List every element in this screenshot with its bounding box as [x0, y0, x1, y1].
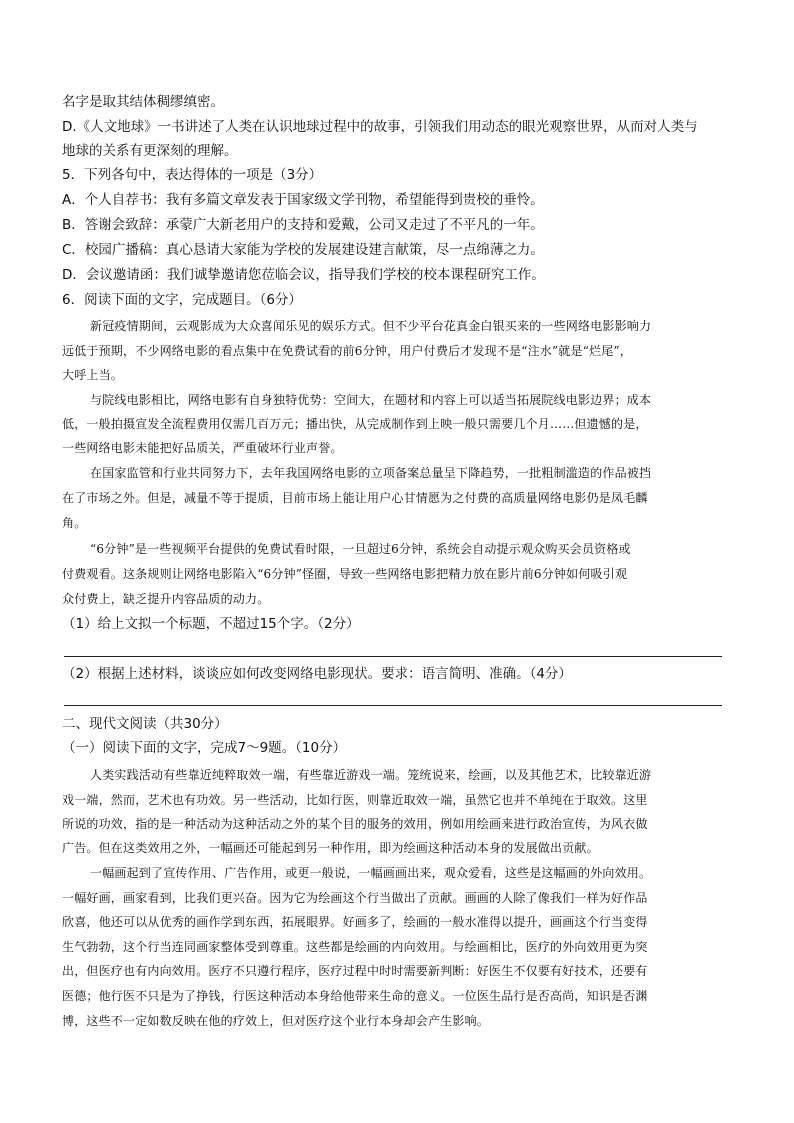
reading-passage-p2-line: 一幅画起到了宣传作用、广告作用，或更一般说，一幅画画出来，观众爱看，这些是这幅画的外向效用。 [90, 866, 652, 880]
option-d-line-2: 地球的关系有更深刻的理解。 [62, 143, 238, 159]
question-5-stem: 5．下列各句中，表达得体的一项是（3分） [62, 167, 323, 183]
question-5-option-c: C．校园广播稿：真心恳请大家能为学校的发展建设建言献策，尽一点绵薄之力。 [62, 242, 544, 258]
q6-subquestion-1: （1）给上文拟一个标题，不超过15个字。（2分） [62, 616, 360, 632]
question-5-option-a: A．个人自荐书：我有多篇文章发表于国家级文学刊物，希望能得到贵校的垂怜。 [62, 192, 544, 208]
question-5-option-d: D．会议邀请函：我们诚挚邀请您莅临会议，指导我们学校的校本课程研究工作。 [62, 267, 545, 283]
q6-passage-p2-line: 一些网络电影未能把好品质关，严重破坏行业声誉。 [62, 441, 343, 455]
answer-line-2[interactable] [64, 705, 722, 706]
option-d-line-1: D.《人文地球》一书讲述了人类在认识地球过程中的故事，引领我们用动态的眼光观察世界，从而对人类与 [62, 119, 698, 135]
q6-passage-p4-line: 付费观看。这条规则让网络电影陷入“6分钟”怪圈，导致一些网络电影把精力放在影片前6分钟如何吸引观 [62, 567, 628, 581]
answer-line-1[interactable] [64, 656, 722, 657]
reading-passage-p2-line: 出，但医疗也有内向效用。医疗不只遵行程序，医疗过程中时时需要新判断：好医生不仅要有好技术，还要有 [62, 964, 648, 978]
question-5-option-b: B．答谢会致辞：承蒙广大新老用户的支持和爱戴，公司又走过了不平凡的一年。 [62, 217, 544, 233]
question-6-stem: 6．阅读下面的文字，完成题目。（6分） [62, 292, 302, 308]
reading-passage-p1-line: 广告。但在这类效用之外，一幅画还可能起到另一种作用，即为绘画这种活动本身的发展做出贡献。 [62, 841, 599, 855]
q6-passage-p3-line: 在国家监管和行业共同努力下，去年我国网络电影的立项备案总量呈下降趋势，一批粗制滥造的作品被挡 [90, 466, 652, 480]
reading-passage-p2-line: 生气勃勃，这个行当连同画家整体受到尊重。这些都是绘画的内向效用。与绘画相比，医疗的外向效用更为突 [62, 940, 648, 954]
reading-passage-p2-line: 博，这些不一定如数反映在他的疗效上，但对医疗这个业行本身却会产生影响。 [62, 1014, 490, 1028]
q6-passage-p1-line: 新冠疫情期间，云观影成为大众喜闻乐见的娱乐方式。但不少平台花真金白银买来的一些网络电影影响力 [90, 319, 652, 333]
reading-passage-p1-line: 戏一端，然而，艺术也有功效。另一些活动，比如行医，则靠近取效一端，虽然它也并不单纯在于取效。这里 [62, 793, 648, 807]
q6-passage-p3-line: 在了市场之外。但是，减量不等于提质，目前市场上能让用户心甘情愿为之付费的高质量网络电影仍是凤毛麟 [62, 491, 648, 505]
q6-passage-p4-line: 众付费上，缺乏提升内容品质的动力。 [62, 592, 270, 606]
reading-passage-p1-line: 所说的功效，指的是一种活动为这种活动之外的某个目的服务的效用，例如用绘画来进行政治宣传，为风衣做 [62, 817, 648, 831]
reading-passage-p2-line: 欣喜，他还可以从优秀的画作学到东西，拓展眼界。好画多了，绘画的一般水准得以提升，画画这个行当变得 [62, 915, 648, 929]
q6-passage-p3-line: 角。 [62, 516, 87, 530]
q6-passage-p4-line: “6分钟”是一些视频平台提供的免费试看时限，一旦超过6分钟，系统会自动提示观众购买会员资格或 [90, 542, 631, 556]
prev-option-c-tail: 名字是取其结体稠缪缜密。 [62, 94, 224, 110]
section-2-part-1-heading: （一）阅读下面的文字，完成7～9题。（10分） [62, 740, 347, 756]
q6-passage-p2-line: 低，一般拍摄宣发全流程费用仅需几百万元；播出快，从完成制作到上映一般只需要几个月……但遗憾的是， [62, 417, 648, 431]
reading-passage-p1-line: 人类实践活动有些靠近纯粹取效一端，有些靠近游戏一端。笼统说来，绘画，以及其他艺术，比较靠近游 [90, 768, 652, 782]
reading-passage-p2-line: 一幅好画，画家看到，比我们更兴奋。因为它为绘画这个行当做出了贡献。画画的人除了像我们一样为好作品 [62, 891, 648, 905]
section-2-title: 二、现代文阅读（共30分） [62, 716, 228, 732]
q6-subquestion-2: （2）根据上述材料，谈谈应如何改变网络电影现状。要求：语言简明、准确。（4分） [62, 666, 572, 682]
reading-passage-p2-line: 医德；他行医不只是为了挣钱，行医这种活动本身给他带来生命的意义。一位医生品行是否高尚，知识是否渊 [62, 989, 648, 1003]
q6-passage-p1-line: 大呼上当。 [62, 368, 124, 382]
q6-passage-p1-line: 远低于预期，不少网络电影的看点集中在免费试看的前6分钟，用户付费后才发现不是“注水”就是“烂尾”， [62, 344, 632, 358]
q6-passage-p2-line: 与院线电影相比，网络电影有自身独特优势：空间大，在题材和内容上可以适当拓展院线电影边界；成本 [90, 393, 652, 407]
